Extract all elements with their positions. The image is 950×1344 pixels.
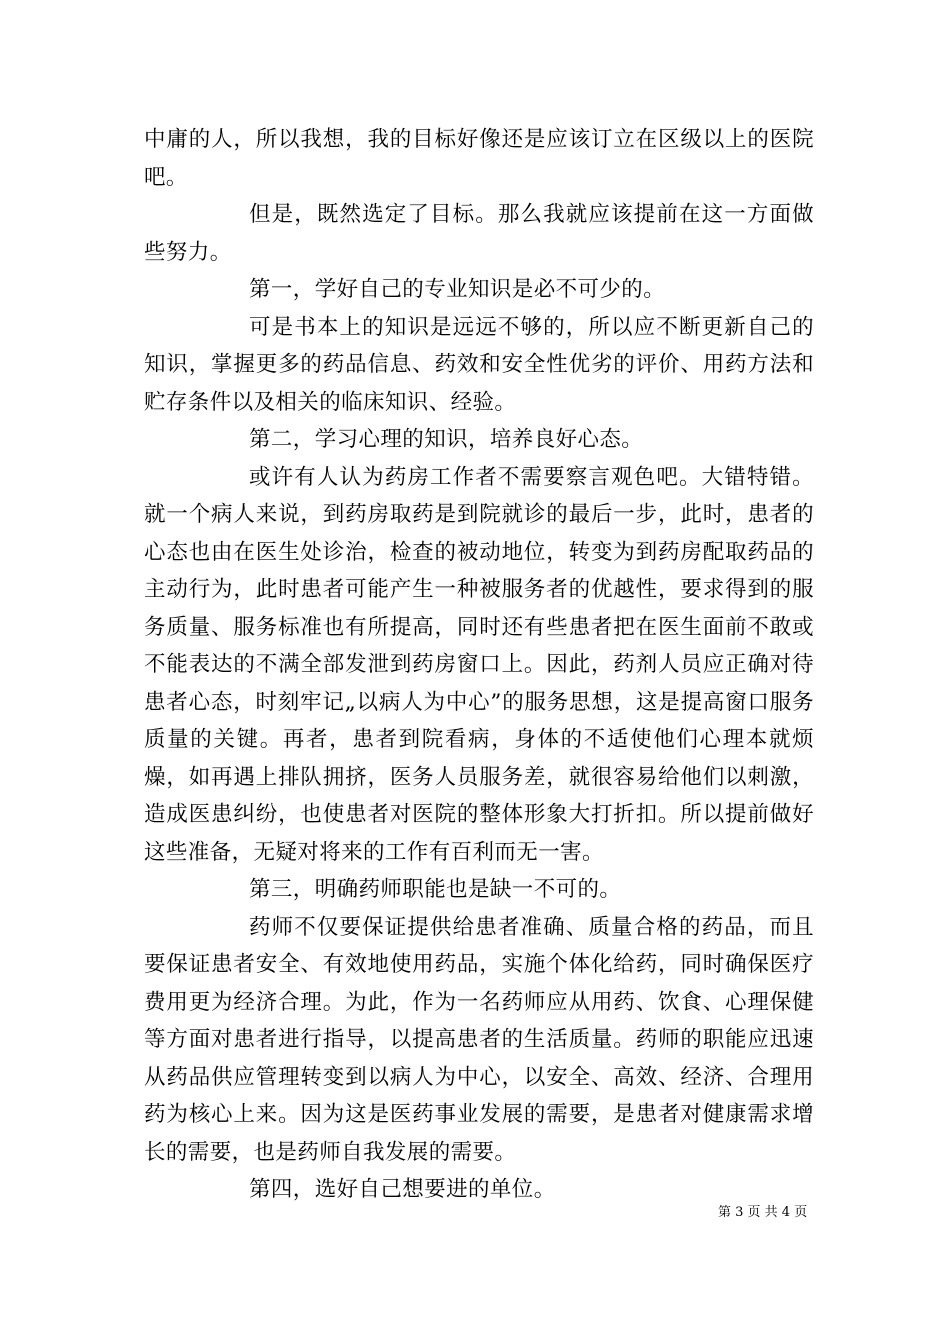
paragraph-8: 药师不仅要保证提供给患者准确、质量合格的药品，而且要保证患者安全、有效地使用药品，实施个体化给药，同时确保医疗费用更为经济合理。为此，作为一名药师应从用药、饮食、心理保健等方面对患者进行指导，以提高患者的生活质量。药师的职能应迅速从药品供应管理转变到以病人为中心，以安全、高效、经济、合理用药为核心上来。因为这是医药事业发展的需要，是患者对健康需求增长的需要，也是药师自我发展的需要。 [144,914,814,1165]
paragraph-6: 或许有人认为药房工作者不需要察言观色吧。大错特错。就一个病人来说，到药房取药是到院就诊的最后一步，此时，患者的心态也由在医生处诊治，检查的被动地位，转变为到药房配取药品的主动行为，此时患者可能产生一种被服务者的优越性，要求得到的服务质量、服务标准也有所提高，同时还有些患者把在医生面前不敢或不能表达的不满全部发泄到药房窗口上。因此，药剂人员应正确对待患者心态，时刻牢记„以病人为中心”的服务思想，这是提高窗口服务质量的关键。再者，患者到院看病，身体的不适使他们心理本就烦燥，如再遇上排队拥挤，医务人员服务差，就很容易给他们以刺激，造成医患纠纷，也使患者对医院的整体形象大打折扣。所以提前做好这些准备，无疑对将来的工作有百利而无一害。 [144,464,814,865]
paragraph-7: 第三，明确药师职能也是缺一不可的。 [249,877,622,902]
paragraph-1: 中庸的人，所以我想，我的目标好像还是应该订立在区级以上的医院吧。 [144,127,814,190]
paragraph-4: 可是书本上的知识是远远不够的，所以应不断更新自己的知识，掌握更多的药品信息、药效和安全性优劣的评价、用药方法和贮存条件以及相关的临床知识、经验。 [144,314,814,415]
page-number-footer: 第 3 页 共 4 页 [718,1205,808,1220]
paragraph-5: 第二，学习心理的知识，培养良好心态。 [249,427,644,452]
paragraph-9: 第四，选好自己想要进的单位。 [249,1177,556,1202]
document-body [144,121,814,1209]
paragraph-2: 但是，既然选定了目标。那么我就应该提前在这一方面做些努力。 [144,202,814,265]
paragraph-3: 第一，学好自己的专业知识是必不可少的。 [249,277,666,302]
